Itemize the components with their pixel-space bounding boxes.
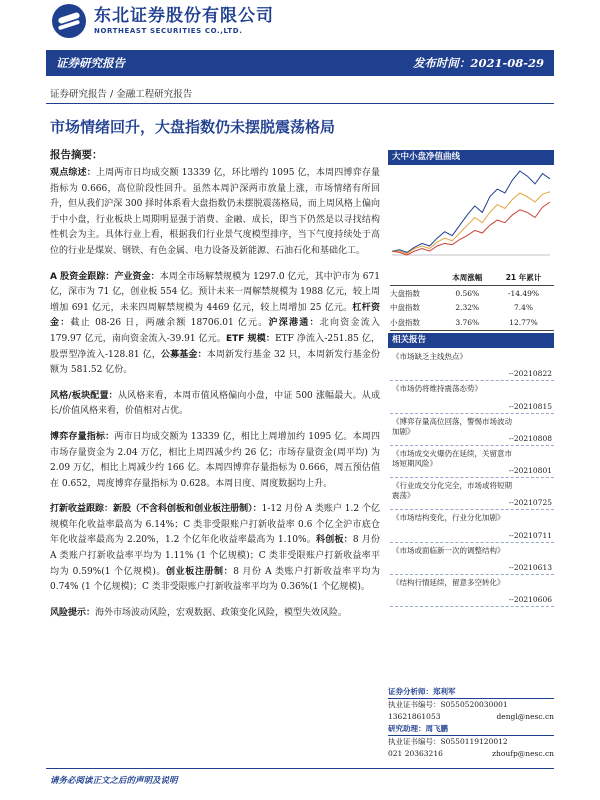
banner-publish-date: 发布时间：2021-08-29 (412, 56, 544, 70)
header-blank (390, 270, 441, 286)
table-row (390, 301, 554, 316)
cell-ytd-change: 12.77% (493, 315, 554, 330)
chart-heading: 大中小盘净值曲线 (388, 150, 554, 165)
paragraph-risk (50, 606, 380, 622)
text-star-market: 8 月份 A 类账户打新收益率平均为 1.11% (1 个亿规模)；C 类非受限账户打新收益率平均为 0.59%(1 个亿规模)。 (50, 535, 380, 577)
cell-index-name: 大盘指数 (390, 288, 420, 298)
report-title[interactable]: 《市场成交火爆仍在延续，关留意市场短期风险》 (392, 448, 512, 468)
list-item[interactable] (390, 510, 554, 542)
header-ytd-change: 21 年累计 (493, 270, 554, 286)
banner-report-type: 证券研究报告 (56, 56, 125, 70)
paragraph-style (50, 389, 380, 420)
text-public-funds: 本周新发行基金 32 只，本周新发行基金份额为 581.52 亿份。 (50, 349, 380, 376)
analyst-email[interactable]: dengl@nesc.cn (496, 712, 554, 721)
label-stock-connect: 沪深港通： (268, 318, 320, 329)
text-stock-connect: 北向资金流入 179.97 亿元，南向资金流入-39.91 亿元。 (50, 318, 380, 344)
label-ipo-returns: 打新收益跟踪： (50, 504, 114, 515)
report-title[interactable]: 《市场结构变化，行业分化加剧》 (392, 513, 505, 523)
cell-index-name: 中盘指数 (390, 303, 420, 313)
paragraph-game-stock (50, 430, 380, 492)
cell-week-change: 3.76% (441, 315, 492, 330)
logo-chinese-name: 东北证券股份有限公司 (94, 5, 274, 26)
list-item[interactable] (390, 478, 554, 510)
report-date: --20210822 (508, 369, 552, 379)
report-date: --20210613 (508, 563, 552, 573)
label-fund-tracking: A 股资金跟踪： (50, 271, 115, 282)
report-title[interactable]: 《博弈存量高位回落，警惕市场波动加剧》 (392, 416, 512, 436)
nav-curve-svg (388, 165, 554, 265)
report-title[interactable]: 《市场或面临新一次的调整结构》 (392, 545, 505, 555)
footer-divider (46, 768, 554, 769)
text-risk: 海外市场波动风险，宏观数据、政策变化风险，模型失效风险。 (95, 607, 348, 618)
text-chinext: 8 月份 A 类账户打新收益率平均为 0.74% (1 个亿规模)；C 类非受限账户打新收益率平均为 0.36%(1 个亿规模)。 (50, 566, 381, 593)
page-title: 市场情绪回升，大盘指数仍未摆脱震荡格局 (50, 118, 336, 136)
report-date: --20210815 (508, 401, 552, 411)
label-game-stock: 博弈存量指标： (50, 431, 115, 442)
table-row (390, 315, 554, 330)
breadcrumb: 证券研究报告 / 金融工程研究报告 (50, 89, 193, 100)
label-new-shares: 新股（不含科创板和创业板注册制）： (113, 504, 262, 515)
text-game-stock: 两市日均成交额为 13339 亿，相比上周增加约 1095 亿。本周四市场存量资金为 2.04 万亿，相比上周四减少约 26 亿；市场存量资金(周平均) 为 2.09 万亿，相比上周减少约 166 亿。本周四博弈存量指标为 0.666，周五预估值在 0.652，周度博弈存量指标为 0.628。本周日度、周度数据均上升。 (50, 431, 380, 489)
paragraph-ipo-returns (50, 502, 380, 596)
label-star-market: 科创板： (315, 535, 353, 546)
table-header-row (390, 270, 554, 286)
header-week-change: 本周涨幅 (441, 270, 492, 286)
report-date: --20210606 (508, 595, 552, 605)
report-banner (46, 50, 554, 76)
list-item[interactable] (390, 414, 554, 446)
assistant-name: 研究助理：周飞鹏 (388, 723, 554, 736)
label-chinext: 创业板注册制： (166, 566, 234, 577)
report-title[interactable]: 《市场仍将维持震荡态势》 (392, 384, 482, 394)
cert-label: 执业证书编号： (388, 737, 441, 746)
assistant-email[interactable]: zhoufp@nesc.cn (492, 749, 554, 758)
list-item[interactable] (390, 349, 554, 381)
report-date: --20210808 (508, 433, 552, 443)
text-etf: ETF 净流入-251.85 亿，股票型净流入-128.81 亿， (50, 333, 380, 360)
text-new-shares: 1-12 月份 A 类账户 1.2 个亿规模年化收益率最高为 6.14%；C 类非受限账户打新收益率 0.6 个亿全沪市底仓年化收益率最高为 2.20%，1.2 个亿年化收益率最高为 1.10%。 (50, 504, 380, 546)
cert-number: S0550119120012 (440, 737, 508, 746)
cell-ytd-change: 7.4% (513, 303, 534, 313)
report-title[interactable]: 《行业成交分化完全，市场或将短期震荡》 (392, 481, 512, 501)
company-logo (52, 4, 274, 38)
label-leverage-funds: 杠杆资金： (50, 302, 380, 329)
cert-number: S0550520030001 (440, 700, 508, 709)
list-item[interactable] (390, 575, 554, 607)
label-style: 风格/板块配置： (50, 390, 118, 401)
related-reports-list (390, 349, 554, 607)
text-style: 从风格来看，本周市值风格偏向小盘，中证 500 涨幅最大。从成长/价值风格来看，价值相对占优。 (50, 390, 380, 417)
report-date: --20210725 (508, 498, 552, 508)
report-title[interactable]: 《市场缺乏主线热点》 (392, 352, 467, 361)
list-item[interactable] (390, 381, 554, 413)
label-public-funds: 公募基金： (160, 349, 207, 360)
summary-heading: 报告摘要： (50, 149, 103, 161)
text-overview: 上周两市日均成交额 13339 亿，环比增约 1095 亿，本周四博弈存量指标为 0.666，高位阶段性回升。虽然本周沪深两市放量上涨，市场情绪有所回升，但从我们沪深 300 择时体系看大盘指数仍未摆脱震荡格局，而上周风格上偏向于中小盘，行业板块上周期明显强于消费、金融、成长，即当下仍然是以寻找结构性机会为主。具体行业上看，根据我们行业景气度模型排序，当下气度持续处于高位的行业是煤炭、钢铁、有色金属、电力设备及新能源、石油石化和基础化工。 (50, 168, 380, 256)
paragraph-fund-tracking (50, 270, 380, 379)
text-industry-funds: 本周全市场解禁规模为 1297.0 亿元，其中沪市为 671 亿，深市为 71 亿，创业板 554 亿。预计未来一周解禁规模为 1988 亿元，较上周增加 691 亿元，未来四周解禁规模为 4469 亿元，较上周增加 25 亿元。 (50, 271, 380, 313)
paragraph-overview (50, 166, 380, 260)
cell-index-name: 小盘指数 (390, 315, 441, 330)
cert-label: 执业证书编号： (388, 700, 441, 709)
logo-english-name: NORTHEAST SECURITIES CO.,LTD. (94, 26, 243, 35)
series-line-1 (392, 192, 550, 254)
logo-emblem-icon (52, 4, 86, 38)
label-industry-funds: 产业资金： (114, 271, 160, 282)
list-item[interactable] (390, 446, 554, 478)
analyst-block (388, 686, 554, 723)
label-overview: 观点综述： (50, 168, 96, 178)
label-etf: ETF 规模： (225, 333, 276, 344)
analyst-phone: 13621861053 (388, 712, 441, 721)
label-risk: 风险提示： (50, 607, 96, 618)
report-title[interactable]: 《结构行情延续，留意多空转化》 (392, 578, 505, 588)
divider (46, 103, 554, 104)
list-item[interactable] (390, 543, 554, 575)
cell-week-change: 2.32% (455, 303, 480, 313)
text-leverage-funds: 截止 08-26 日，两融余额 18706.01 亿元。 (70, 318, 269, 329)
report-body (50, 166, 380, 631)
assistant-phone: 021 20363216 (388, 749, 443, 758)
cell-ytd-change: -14.49% (507, 288, 540, 298)
performance-table (390, 270, 554, 331)
related-reports-heading: 相关报告 (388, 333, 554, 348)
disclaimer-note[interactable]: 请务必阅读正文之后的声明及说明 (50, 776, 178, 786)
report-date: --20210711 (508, 530, 552, 540)
cell-week-change: 0.56% (455, 288, 480, 298)
nav-curve-chart (388, 165, 554, 265)
report-date: --20210801 (508, 466, 552, 476)
analyst-name: 证券分析师：郑利军 (388, 686, 554, 699)
table-row (390, 286, 554, 301)
assistant-block (388, 723, 554, 760)
